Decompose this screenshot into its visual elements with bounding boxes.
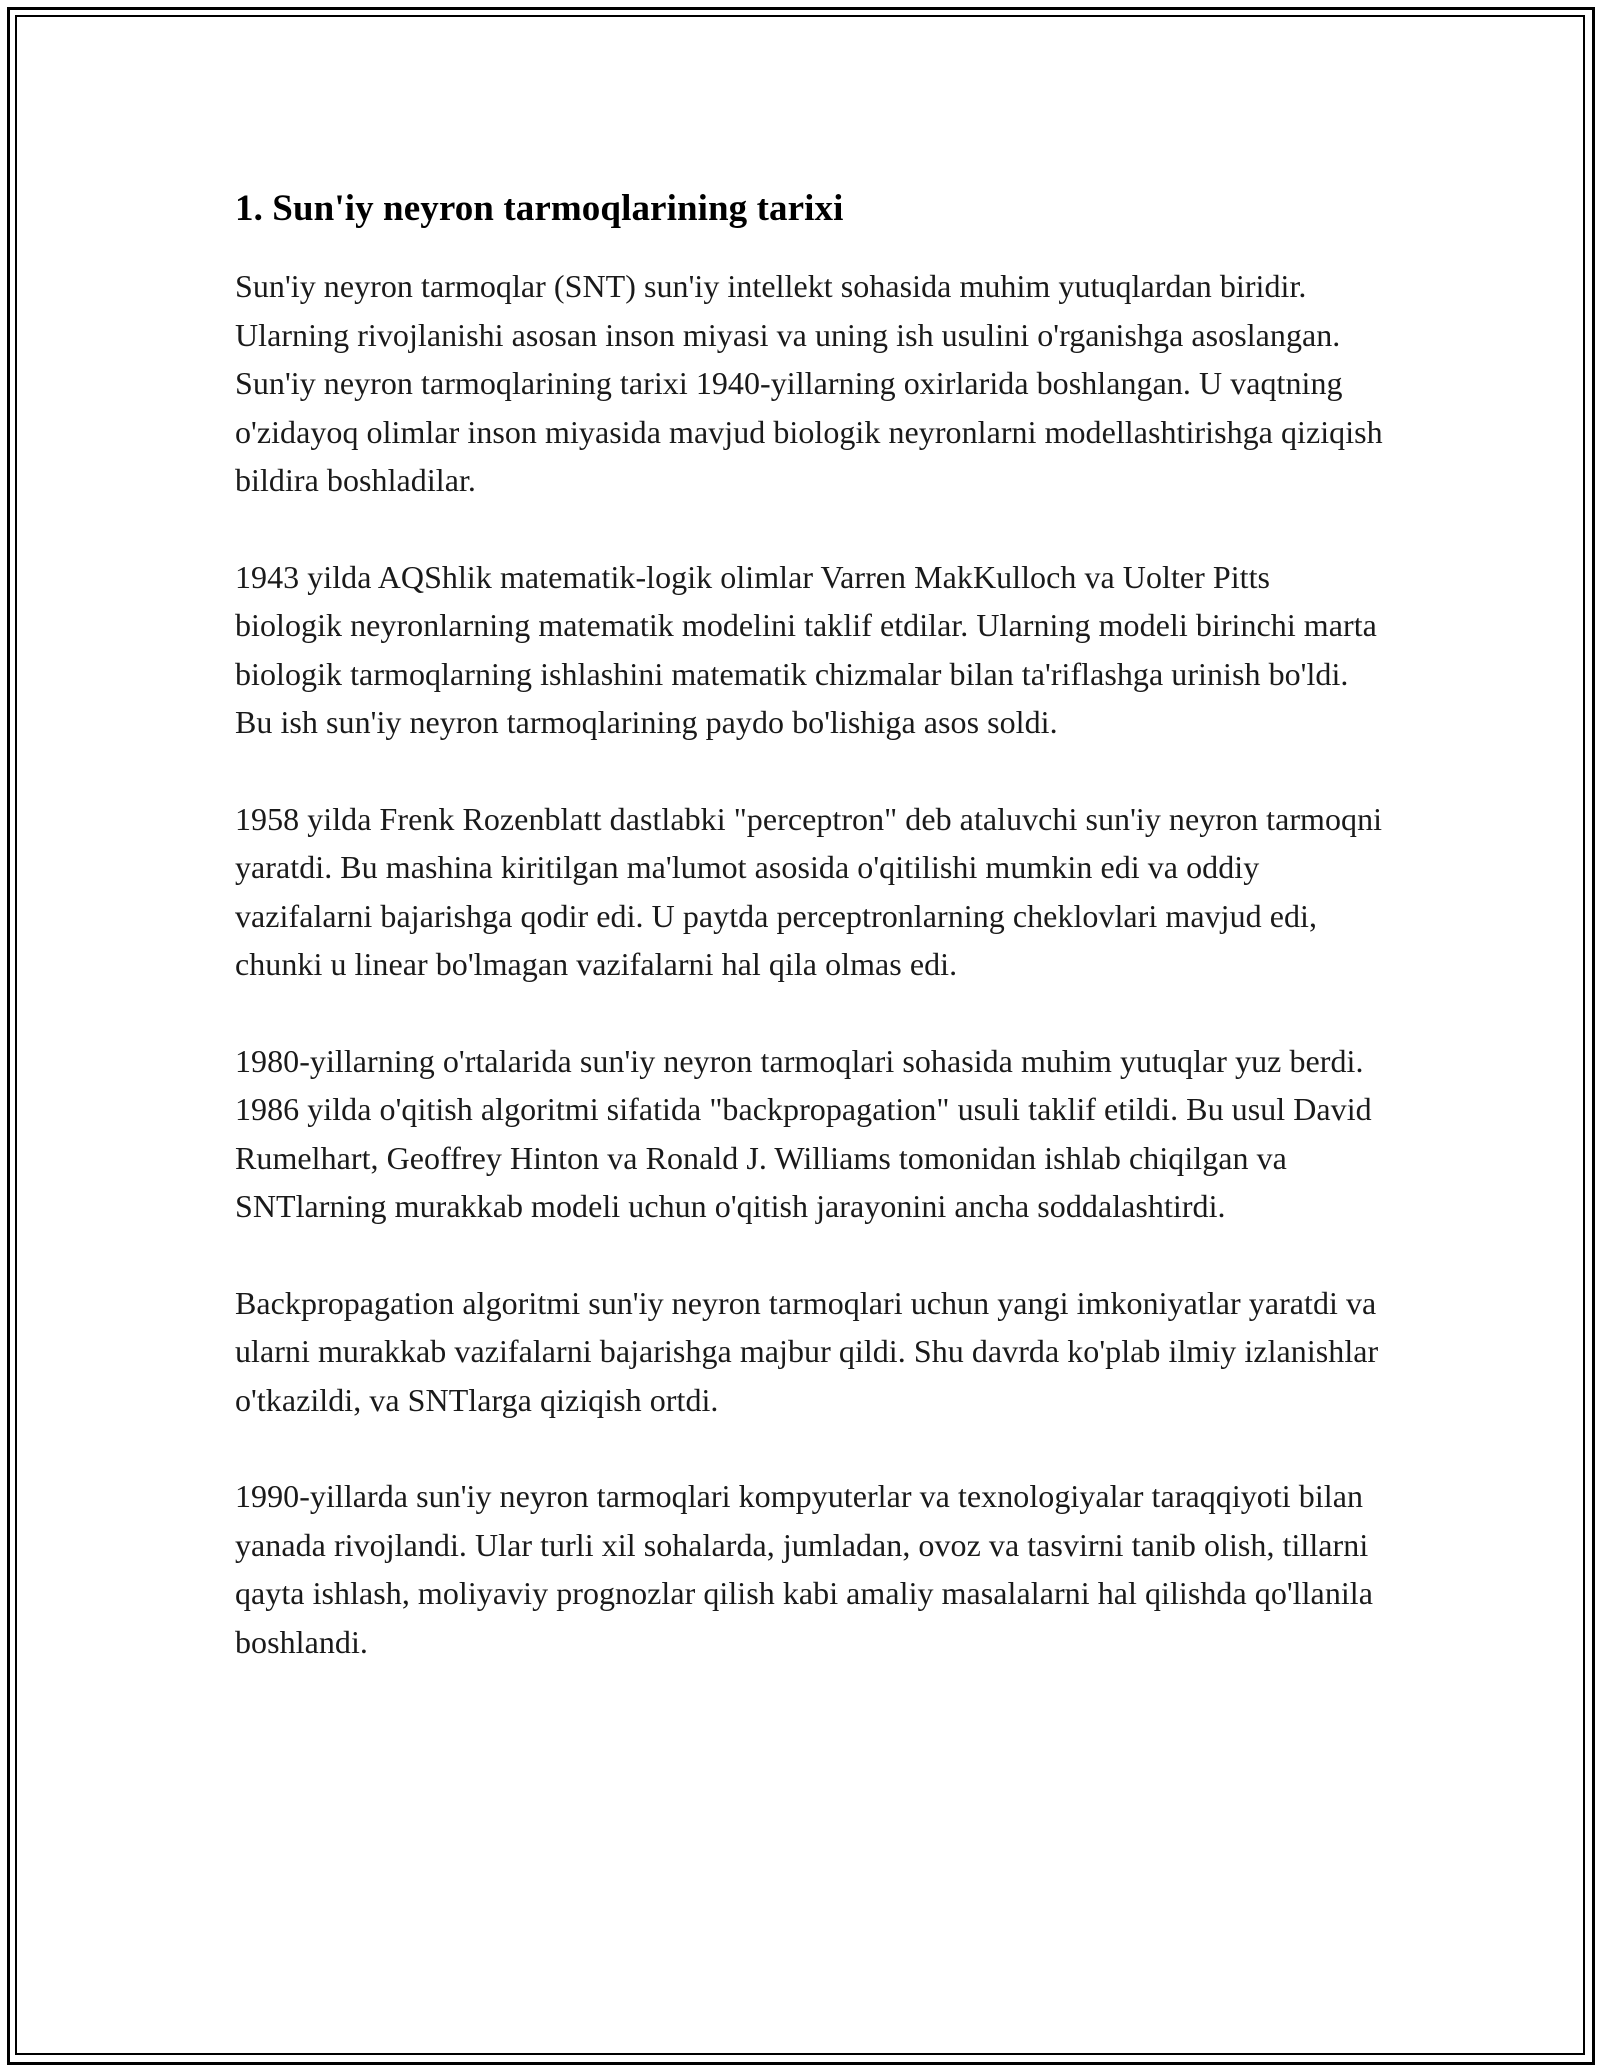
paragraph-1980s: 1980-yillarning o'rtalarida sun'iy neyron tarmoqlari sohasida muhim yutuqlar yuz berdi. 1986 yilda o'qitish algoritmi sifatida "backpropagation" usuli taklif etildi. Bu usul David Rumelhart, Geoffrey Hinton va Ronald J. Williams tomonidan ishlab chiqilgan va SNTlarning murakkab modeli uchun o'qitish jarayonini ancha soddalashtirdi.	[235, 1042, 1372, 1224]
section-heading: 1. Sun'iy neyron tarmoqlarining tarixi	[235, 188, 844, 229]
paragraph-intro: Sun'iy neyron tarmoqlar (SNT) sun'iy intellekt sohasida muhim yutuqlardan biridir. Ularning rivojlanishi asosan inson miyasi va uning ish usulini o'rganishga asoslangan. Sun'iy neyron tarmoqlarining tarixi 1940-yillarning oxirlarida boshlangan. U vaqtning o'zidayoq olimlar inson miyasida mavjud biologik neyronlarni modellashtirishga qiziqish bildira boshladilar.	[235, 268, 1383, 498]
paragraph-1943: 1943 yilda AQShlik matematik-logik olimlar Varren MakKulloch va Uolter Pitts biologik neyronlarning matematik modelini taklif etdilar. Ularning modeli birinchi marta biologik tarmoqlarning ishlashini matematik chizmalar bilan ta'riflashga urinish bo'ldi. Bu ish sun'iy neyron tarmoqlarining paydo bo'lishiga asos soldi.	[235, 558, 1377, 740]
paragraph-1958: 1958 yilda Frenk Rozenblatt dastlabki "perceptron" deb ataluvchi sun'iy neyron tarmoqni yaratdi. Bu mashina kiritilgan ma'lumot asosida o'qitilishi mumkin edi va oddiy vazifalarni bajarishga qodir edi. U paytda perceptronlarning cheklovlari mavjud edi, chunki u linear bo'lmagan vazifalarni hal qila olmas edi.	[235, 800, 1383, 982]
paragraph-1990s: 1990-yillarda sun'iy neyron tarmoqlari kompyuterlar va texnologiyalar taraqqiyoti bilan yanada rivojlandi. Ular turli xil sohalarda, jumladan, ovoz va tasvirni tanib olish, tillarni qayta ishlash, moliyaviy prognozlar qilish kabi amaliy masalalarni hal qilishda qo'llanila boshlandi.	[235, 1478, 1373, 1660]
paragraph-backpropagation: Backpropagation algoritmi sun'iy neyron tarmoqlari uchun yangi imkoniyatlar yaratdi va ularni murakkab vazifalarni bajarishga majbur qildi. Shu davrda ko'plab ilmiy izlanishlar o'tkazildi, va SNTlarga qiziqish ortdi.	[235, 1284, 1379, 1418]
document-body	[235, 185, 1385, 1714]
